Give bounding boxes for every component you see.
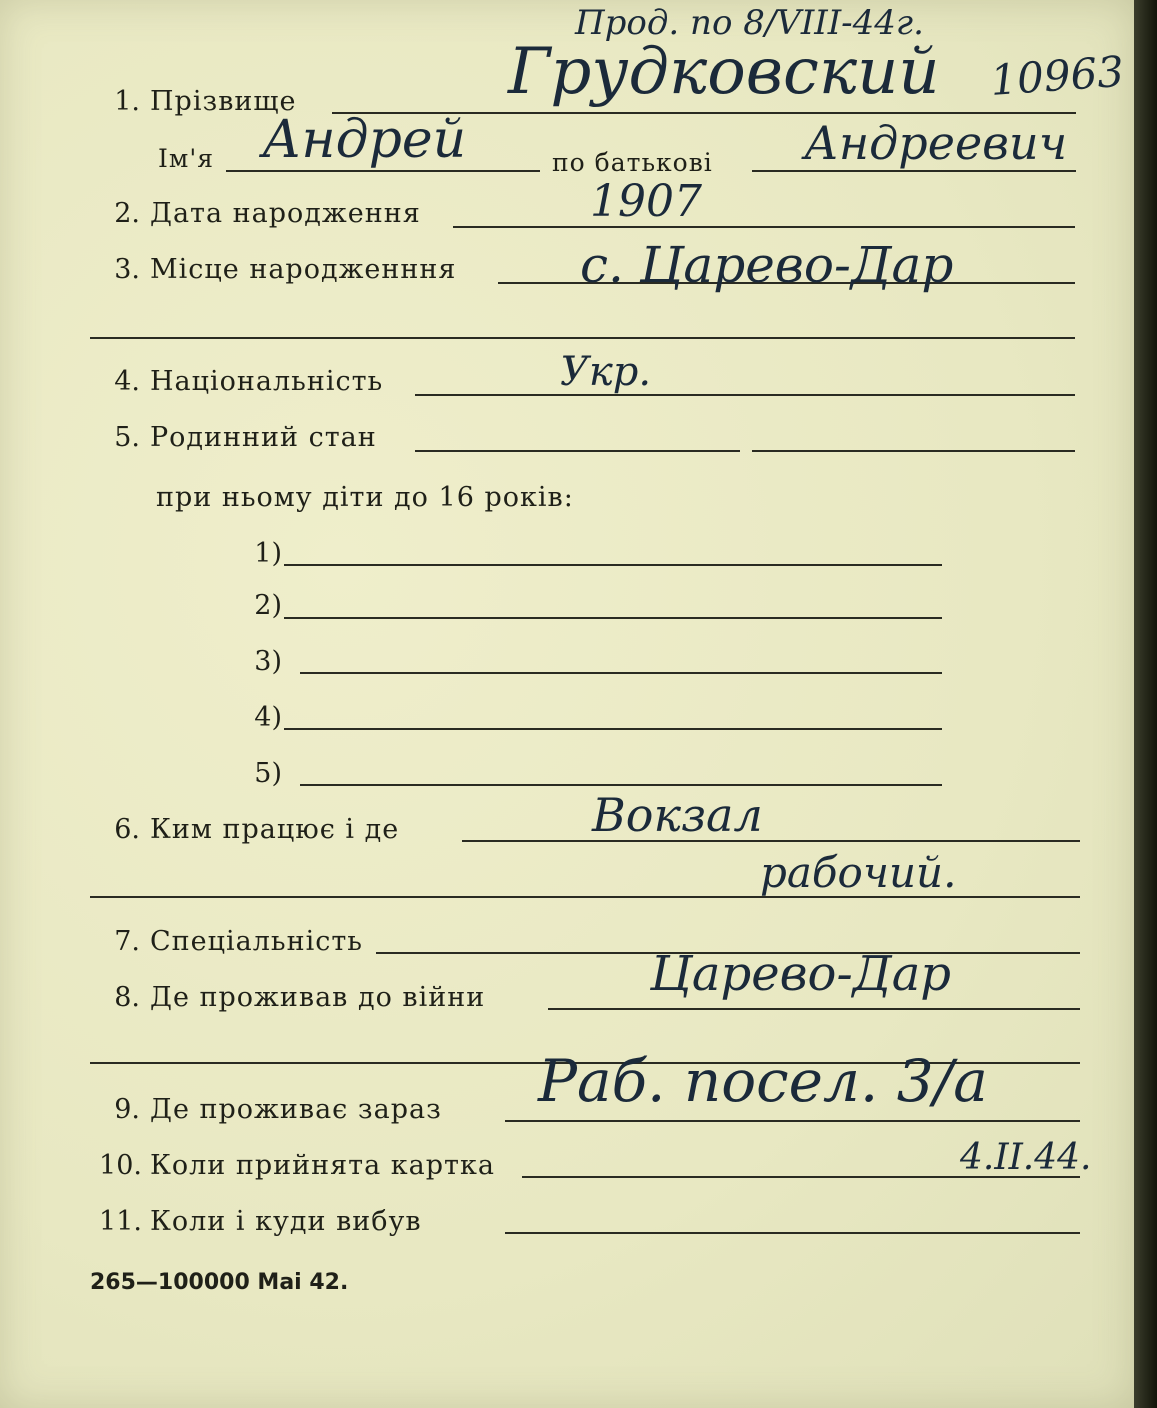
name-line <box>226 170 540 172</box>
current-residence-label: Де проживає зараз <box>150 1094 442 1125</box>
birth-date-label: Дата народження <box>150 198 421 229</box>
child-1-label: 1) <box>254 538 282 569</box>
work-label: Ким працює і де <box>150 814 400 845</box>
departure-label: Коли і куди вибув <box>150 1206 422 1237</box>
family-status-label: Родинний стан <box>150 422 377 453</box>
field-number-5: 5. <box>114 422 140 453</box>
field-number-9: 9. <box>114 1094 140 1125</box>
birth-date-line <box>453 226 1075 228</box>
surname-label: Прізвище <box>150 86 297 117</box>
card-accepted-label: Коли прийнята картка <box>150 1150 495 1181</box>
child-2-label: 2) <box>254 590 282 621</box>
print-code: 265—100000 Mai 42. <box>90 1270 349 1295</box>
field-number-1: 1. <box>114 86 140 117</box>
field-number-7: 7. <box>114 926 140 957</box>
departure-line <box>505 1232 1080 1234</box>
current-residence-value: Раб. посел. 3/а <box>538 1047 988 1115</box>
child-2-line <box>284 617 942 619</box>
top-note: Прод. по 8/VIII-44г. <box>575 3 924 43</box>
card-accepted-value: 4.II.44. <box>960 1137 1092 1178</box>
birth-place-line-2 <box>90 337 1075 339</box>
family-status-line <box>415 450 740 452</box>
card-edge <box>1134 0 1157 1408</box>
field-number-11: 11. <box>99 1206 142 1237</box>
child-4-label: 4) <box>254 702 282 733</box>
birth-place-label: Місце народженння <box>150 254 457 285</box>
nationality-line <box>415 394 1075 396</box>
work-value-2: рабочий. <box>760 848 957 897</box>
child-1-line <box>284 564 942 566</box>
field-number-10: 10. <box>99 1150 142 1181</box>
child-5-line <box>300 784 942 786</box>
children-label: при ньому діти до 16 років: <box>156 482 574 513</box>
child-4-line <box>284 728 942 730</box>
field-number-8: 8. <box>114 982 140 1013</box>
name-value: Андрей <box>262 110 467 170</box>
field-number-3: 3. <box>114 254 140 285</box>
family-status-line-2 <box>752 450 1075 452</box>
nationality-value: Укр. <box>560 349 652 395</box>
birth-date-value: 1907 <box>590 176 702 227</box>
prewar-residence-line <box>548 1008 1080 1010</box>
field-number-6: 6. <box>114 814 140 845</box>
child-5-label: 5) <box>254 758 282 789</box>
prewar-residence-value: Царево-Дар <box>650 946 952 1002</box>
work-value-1: Вокзал <box>592 788 763 842</box>
name-label: Ім'я <box>158 144 214 173</box>
patronymic-label: по батькові <box>552 148 713 177</box>
field-number-2: 2. <box>114 198 140 229</box>
birth-place-value: с. Царево-Дар <box>580 236 954 294</box>
child-3-label: 3) <box>254 646 282 677</box>
nationality-label: Національність <box>150 366 384 397</box>
current-residence-line <box>505 1120 1080 1122</box>
surname-extra: 10963 <box>988 46 1126 105</box>
patronymic-value: Андреевич <box>804 116 1068 170</box>
specialty-label: Спеціальність <box>150 926 363 957</box>
patronymic-line <box>752 170 1076 172</box>
prewar-residence-label: Де проживав до війни <box>150 982 486 1013</box>
child-3-line <box>300 672 942 674</box>
work-line <box>462 840 1080 842</box>
field-number-4: 4. <box>114 366 140 397</box>
surname-value: Грудковский <box>508 35 940 109</box>
